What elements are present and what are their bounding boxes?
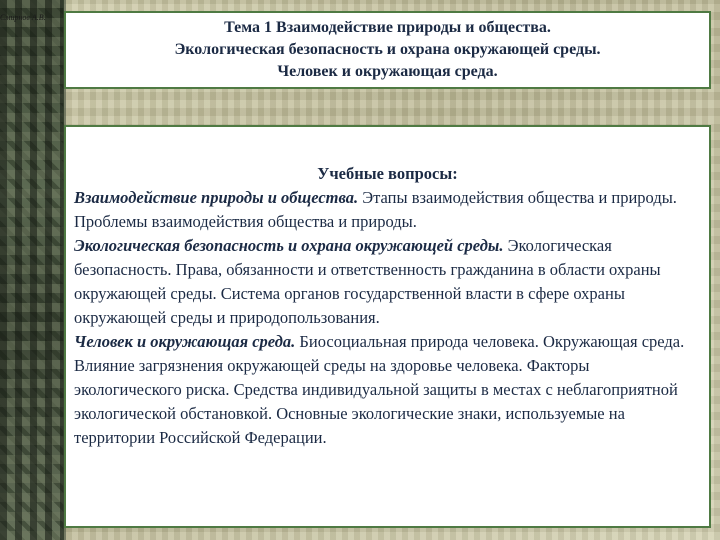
- title-line-1: Тема 1 Взаимодействие природы и общества.: [224, 19, 551, 36]
- camouflage-band: [0, 0, 64, 540]
- topic-title-3: Человек и окружающая среда.: [74, 332, 296, 351]
- topic-item-3: [74, 330, 701, 450]
- content-heading: Учебные вопросы:: [317, 164, 458, 183]
- topic-title-1: Взаимодействие природы и общества.: [74, 188, 359, 207]
- topic-item-1: [74, 186, 701, 234]
- author-label: Смирнов А.В.: [0, 13, 46, 22]
- topic-title-2: Экологическая безопасность и охрана окружающей среды.: [74, 236, 504, 255]
- topic-text-2: Экологическая безопасность. Права, обязанности и ответственность гражданина в области охраны окружающей среды. Система органов государственной власти в сфере охраны окружающей среды и природопользования.: [74, 236, 661, 327]
- topic-text-3: Биосоциальная природа человека. Окружающая среда. Влияние загрязнения окружающей среды на здоровье человека. Факторы экологического риска. Средства индивидуальной защиты в местах с неблагоприятной экологической обстановкой. Основные экологические знаки, используемые на территории Российской Федерации.: [74, 332, 685, 447]
- content-box: [64, 125, 711, 528]
- topic-item-2: [74, 234, 701, 330]
- topic-text-1: Этапы взаимодействия общества и природы. Проблемы взаимодействия общества и природы.: [74, 188, 677, 231]
- title-line-2: Экологическая безопасность и охрана окружающей среды.: [174, 41, 601, 58]
- title-box: [64, 11, 711, 89]
- title-line-3: Человек и окружающая среда.: [277, 63, 498, 80]
